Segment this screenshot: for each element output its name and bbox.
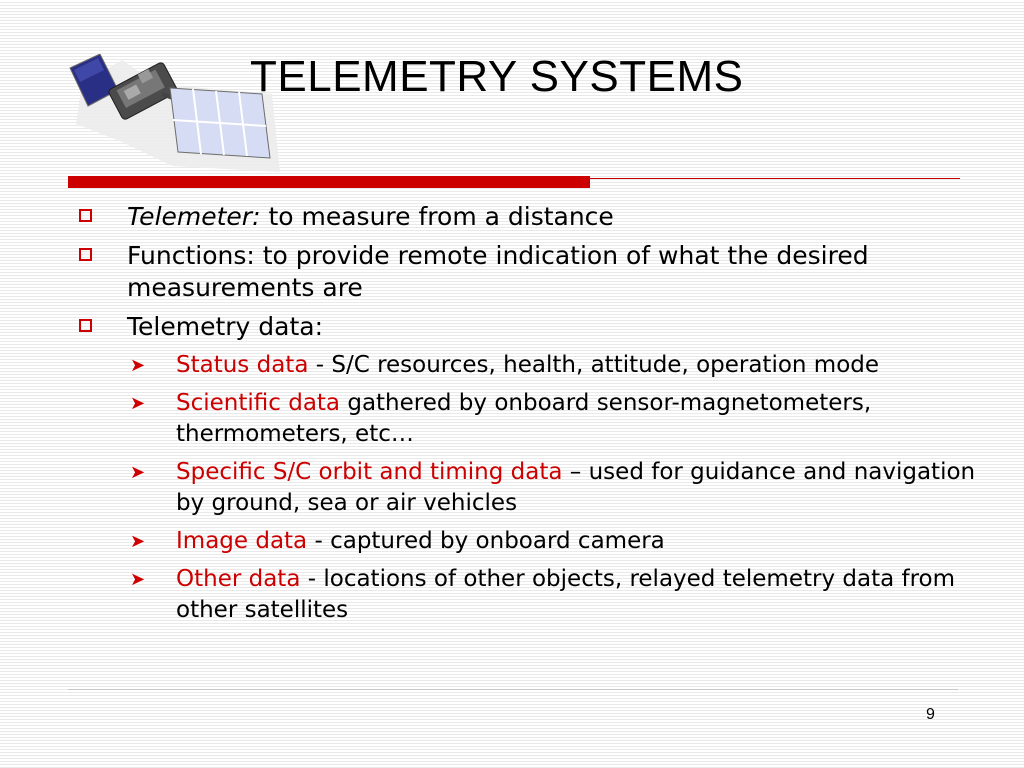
bullet-text: Functions: to provide remote indication of what the desired measurements are — [127, 241, 869, 302]
sub-bullet-text: gathered by onboard sensor-magnetometers, thermometers, etc… — [176, 390, 872, 447]
arrow-bullet-icon: ➤ — [130, 462, 146, 483]
sub-bullet-text: - captured by onboard camera — [307, 528, 665, 554]
arrow-bullet-icon: ➤ — [130, 569, 146, 590]
arrow-bullet-icon: ➤ — [130, 393, 146, 414]
bullet-text: Telemetry data: — [127, 312, 324, 341]
sub-bullet-orbit-timing-data — [78, 457, 978, 519]
sub-bullet-image-data — [78, 526, 978, 557]
bullet-telemetry-data — [78, 311, 978, 343]
bullet-text: to measure from a distance — [260, 202, 614, 231]
sub-bullet-scientific-data — [78, 388, 978, 450]
slide-title: TELEMETRY SYSTEMS — [250, 52, 744, 101]
bullet-functions — [78, 240, 978, 304]
footer-divider — [68, 689, 958, 690]
title-divider-line — [590, 178, 960, 179]
square-bullet-icon — [79, 319, 92, 332]
bullet-list — [78, 201, 978, 633]
sub-bullet-status-data — [78, 350, 978, 381]
arrow-bullet-icon: ➤ — [130, 355, 146, 376]
sub-bullet-highlight: Scientific data — [176, 390, 341, 416]
title-divider-bar — [68, 176, 590, 188]
sub-bullet-highlight: Image data — [176, 528, 308, 554]
sub-bullet-other-data — [78, 564, 978, 626]
square-bullet-icon — [79, 248, 92, 261]
sub-bullet-text: - S/C resources, health, attitude, operation mode — [308, 352, 880, 378]
sub-bullet-highlight: Specific S/C orbit and timing data — [176, 459, 563, 485]
sub-bullet-text: – used for guidance and navigation by ground, sea or air vehicles — [176, 459, 976, 516]
satellite-icon — [62, 54, 282, 174]
arrow-bullet-icon: ➤ — [130, 531, 146, 552]
sub-bullet-highlight: Other data — [176, 566, 301, 592]
sub-bullet-text: - locations of other objects, relayed telemetry data from other satellites — [176, 566, 956, 623]
bullet-emphasis: Telemeter: — [127, 202, 261, 231]
sub-bullet-highlight: Status data — [176, 352, 309, 378]
bullet-telemeter — [78, 201, 978, 233]
square-bullet-icon — [79, 209, 92, 222]
page-number: 9 — [926, 706, 935, 723]
